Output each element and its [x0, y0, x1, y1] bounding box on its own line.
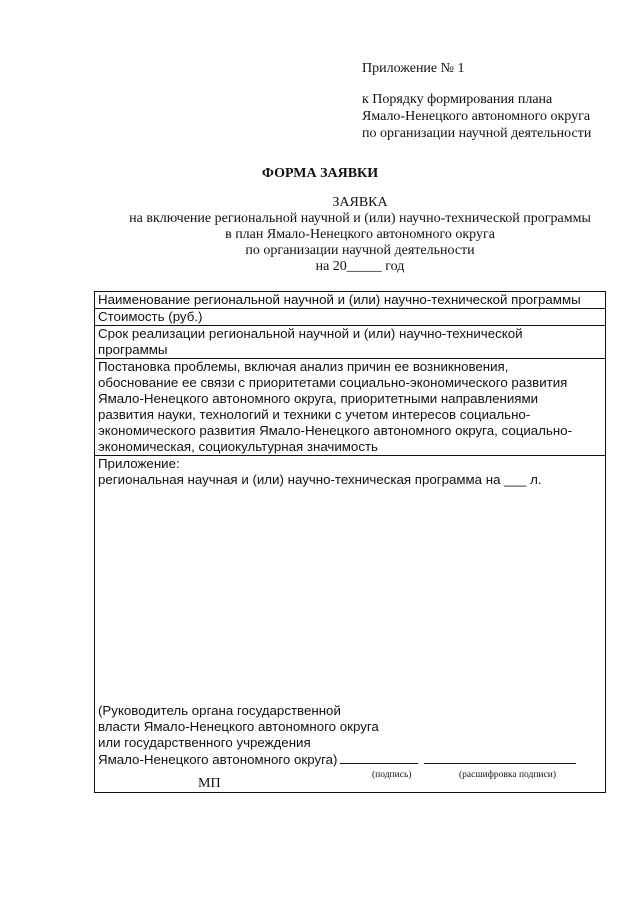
attachment-label: Приложение:: [98, 456, 180, 471]
stamp-place: МП: [198, 776, 221, 791]
appendix-line: Ямало-Ненецкого автономного округа: [362, 109, 591, 124]
appendix-line: по организации научной деятельности: [362, 126, 592, 141]
signatory-line: или государственного учреждения: [98, 735, 311, 750]
row-text: экономическая, социокультурная значимость: [98, 439, 378, 454]
heading-line: на включение региональной научной и (или) научно-технической программы: [129, 211, 591, 226]
row-text: Постановка проблемы, включая анализ причин ее возникновения,: [98, 359, 509, 374]
signature-blank: [340, 751, 418, 764]
row-text: Срок реализации региональной научной и (или) научно-технической: [98, 326, 523, 341]
signatory-line: (Руководитель органа государственной: [98, 703, 341, 718]
heading-line: в план Ямало-Ненецкого автономного округа: [225, 227, 495, 242]
signatory-line: власти Ямало-Ненецкого автономного округа: [98, 719, 379, 734]
table-row-program-name: [95, 292, 605, 309]
heading-line: по организации научной деятельности: [245, 243, 475, 258]
decoding-blank: [424, 751, 576, 764]
appendix-number: Приложение № 1: [362, 61, 465, 76]
row-text: Ямало-Ненецкого автономного округа, приоритетными направлениями: [98, 391, 539, 406]
signature-caption: (подпись): [372, 770, 412, 780]
table-row-problem-statement: [95, 359, 605, 456]
row-text: Стоимость (руб.): [98, 309, 203, 324]
row-text: обоснование ее связи с приоритетами социально-экономического развития: [98, 375, 568, 390]
heading-year-line: на 20_____ год: [315, 259, 405, 274]
row-text: Наименование региональной научной и (или) научно-технической программы: [98, 292, 581, 307]
application-table: [94, 291, 606, 793]
table-row-attachment: [95, 456, 605, 792]
signatory-line: Ямало-Ненецкого автономного округа): [98, 752, 338, 767]
row-text: экономического развития Ямало-Ненецкого автономного округа, социально-: [98, 423, 573, 438]
signatory-line-last: [98, 751, 576, 768]
appendix-block: [362, 60, 591, 142]
table-row-duration: [95, 326, 605, 359]
form-title: ФОРМА ЗАЯВКИ: [261, 166, 379, 181]
decoding-caption: (расшифровка подписи): [459, 770, 556, 780]
row-text: развития науки, технологий и техники с учетом интересов социально-: [98, 407, 531, 422]
signatory-block: [98, 703, 576, 768]
heading-title: ЗАЯВКА: [332, 195, 388, 210]
table-row-cost: [95, 309, 605, 326]
application-heading: [60, 195, 640, 275]
row-text: программы: [98, 342, 168, 357]
attachment-text: региональная научная и (или) научно-техническая программа на ___ л.: [98, 472, 542, 487]
appendix-line: к Порядку формирования плана: [362, 92, 553, 107]
